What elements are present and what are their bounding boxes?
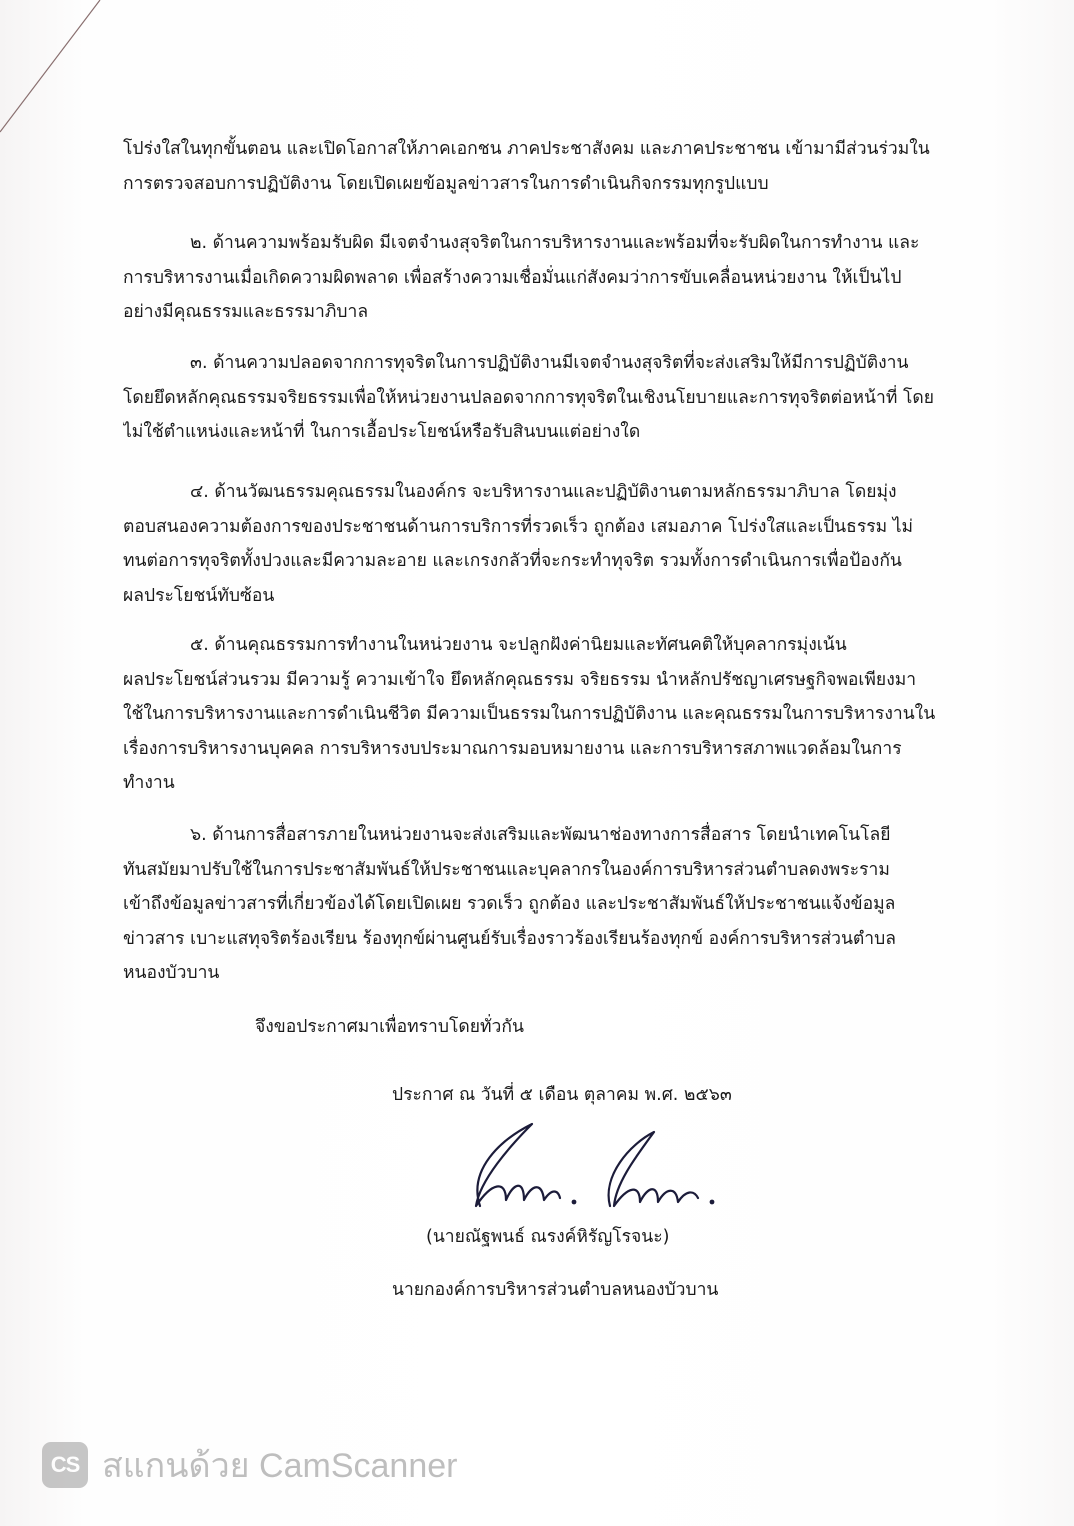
announcement-date: ประกาศ ณ วันที่ ๕ เดือน ตุลาคม พ.ศ. ๒๕๖๓	[392, 1085, 732, 1105]
item-5-paragraph	[123, 628, 947, 801]
text-line: ตอบสนองความต้องการของประชาชนด้านการบริการที่รวดเร็ว ถูกต้อง เสมอภาค โปร่งใสและเป็นธรรม ไม่	[123, 516, 914, 537]
item-3-paragraph	[123, 346, 947, 450]
signer-title: นายกองค์การบริหารส่วนตำบลหนองบัวบาน	[392, 1280, 719, 1300]
watermark-text: สแกนด้วย CamScanner	[102, 1447, 458, 1485]
text-line: เรื่องการบริหารงานบุคคล การบริหารงบประมาณการมอบหมายงาน และการบริหารสภาพแวดล้อมในการ	[123, 738, 902, 759]
text-line: ไม่ใช้ตำแหน่งและหน้าที่ ในการเอื้อประโยชน์หรือรับสินบนแต่อย่างใด	[123, 422, 641, 442]
text-line: เข้าถึงข้อมูลข่าวสารที่เกี่ยวข้องได้โดยเปิดเผย รวดเร็ว ถูกต้อง และประชาสัมพันธ์ให้ประชาชนแจ้งข้อมูล	[123, 894, 896, 914]
closing-statement: จึงขอประกาศมาเพื่อทราบโดยทั่วกัน	[255, 1017, 524, 1037]
camscanner-watermark	[42, 1440, 457, 1490]
text-line: ทันสมัยมาปรับใช้ในการประชาสัมพันธ์ให้ประชาชนและบุคลากรในองค์การบริหารส่วนตำบลดงพระราม	[123, 859, 890, 880]
item-6-paragraph	[123, 818, 947, 991]
text-line: ๕. ด้านคุณธรรมการทำงานในหน่วยงาน จะปลูกฝังค่านิยมและทัศนคติให้บุคลากรมุ่งเน้น	[190, 635, 847, 655]
item-4-paragraph	[123, 475, 947, 613]
text-line: การตรวจสอบการปฏิบัติงาน โดยเปิดเผยข้อมูลข่าวสารในการดำเนินกิจกรรมทุกรูปแบบ	[123, 173, 769, 194]
text-line: ๒. ด้านความพร้อมรับผิด มีเจตจำนงสุจริตในการบริหารงานและพร้อมที่จะรับผิดในการทำงาน และ	[190, 233, 920, 253]
intro-paragraph	[123, 132, 947, 201]
item-2-paragraph	[123, 226, 947, 330]
handwritten-signature	[440, 1110, 750, 1220]
text-line: โปร่งใสในทุกขั้นตอน และเปิดโอกาสให้ภาคเอกชน ภาคประชาสังคม และภาคประชาชน เข้ามามีส่วนร่วมใน	[123, 139, 930, 159]
text-line: ๖. ด้านการสื่อสารภายในหน่วยงานจะส่งเสริมและพัฒนาช่องทางการสื่อสาร โดยนำเทคโนโลยี	[190, 825, 891, 845]
page-edge-crease	[0, 0, 110, 140]
text-line: ทำงาน	[123, 773, 175, 793]
text-line: ใช้ในการบริหารงานและการดำเนินชีวิต มีความเป็นธรรมในการปฏิบัติงาน และคุณธรรมในการบริหารงานใน	[123, 704, 936, 724]
text-line: หนองบัวบาน	[123, 963, 220, 983]
text-line: ผลประโยชน์ส่วนรวม มีความรู้ ความเข้าใจ ยึดหลักคุณธรรม จริยธรรม นำหลักปรัชญาเศรษฐกิจพอเพียงมา	[123, 669, 917, 690]
text-line: ๓. ด้านความปลอดจากการทุจริตในการปฏิบัติงานมีเจตจำนงสุจริตที่จะส่งเสริมให้มีการปฏิบัติงาน	[190, 353, 909, 373]
text-line: โดยยึดหลักคุณธรรมจริยธรรมเพื่อให้หน่วยงานปลอดจากการทุจริตในเชิงนโยบายและการทุจริตต่อหน้าที่ โดย	[123, 387, 934, 408]
camscanner-logo-icon: CS	[42, 1442, 88, 1488]
text-line: ทนต่อการทุจริตทั้งปวงและมีความละอาย และเกรงกลัวที่จะกระทำทุจริต รวมทั้งการดำเนินการเพื่อป้องกัน	[123, 551, 902, 571]
text-line: การบริหารงานเมื่อเกิดความผิดพลาด เพื่อสร้างความเชื่อมั่นแก่สังคมว่าการขับเคลื่อนหน่วยงาน ให้เป็นไป	[123, 267, 902, 288]
text-line: ข่าวสาร เบาะแสทุจริตร้องเรียน ร้องทุกข์ผ่านศูนย์รับเรื่องราวร้องเรียนร้องทุกข์ องค์การบริหารส่วนตำบล	[123, 928, 896, 949]
signer-name: (นายณัฐพนธ์ ณรงค์หิรัญโรจนะ)	[426, 1227, 670, 1247]
text-line: อย่างมีคุณธรรมและธรรมาภิบาล	[123, 302, 369, 322]
text-line: ๔. ด้านวัฒนธรรมคุณธรรมในองค์กร จะบริหารงานและปฏิบัติงานตามหลักธรรมาภิบาล โดยมุ่ง	[190, 482, 897, 502]
text-line: ผลประโยชน์ทับซ้อน	[123, 585, 275, 606]
